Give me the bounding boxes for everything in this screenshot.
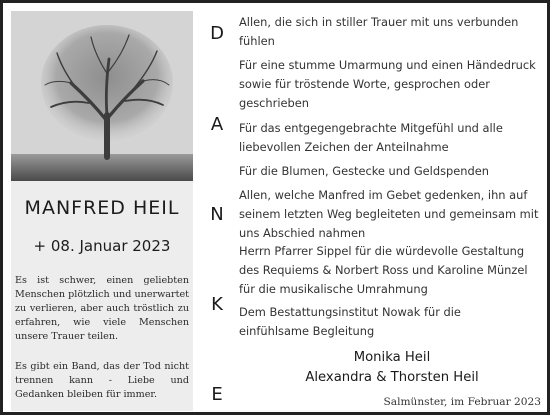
thanks-paragraph	[239, 303, 545, 341]
thanks-line: uns Abschied nahmen	[239, 226, 366, 240]
thanks-panel	[239, 3, 545, 418]
signer-name: Monika Heil	[353, 350, 431, 365]
deceased-name: MANFRED HEIL	[24, 197, 180, 219]
thanks-paragraph	[239, 56, 545, 113]
thanks-line: Für eine stumme Umarmung und einen Händedruck	[239, 58, 536, 72]
danke-letter: N	[210, 204, 224, 225]
thanks-paragraph	[239, 119, 545, 157]
thanks-paragraph	[239, 242, 545, 299]
thanks-line: sowie für tröstende Worte, gesprochen oder	[239, 77, 490, 91]
thanks-line: Allen, welche Manfred im Gebet gedenken, ihn auf	[239, 188, 528, 202]
thanks-line: Herrn Pfarrer Sippel für die würdevolle Gestaltung	[239, 244, 525, 258]
death-date: + 08. Januar 2023	[33, 237, 171, 255]
thanks-line: Allen, die sich in stiller Trauer mit uns verbunden	[239, 15, 519, 29]
thanks-line: einfühlsame Begleitung	[239, 324, 375, 338]
danke-letter: E	[211, 384, 223, 405]
thanks-line: seinem letzten Weg begleiteten und gemeinsam mit	[239, 207, 539, 221]
danke-letter: D	[210, 23, 224, 44]
thanks-line: fühlen	[239, 34, 275, 48]
signers-block	[239, 348, 545, 388]
thanks-line: Für die Blumen, Gestecke und Geldspenden	[239, 164, 489, 178]
place-date: Salmünster, im Februar 2023	[383, 396, 541, 408]
thanks-paragraph	[239, 186, 545, 243]
thanks-line: für die musikalische Umrahmung	[239, 282, 428, 296]
danke-letter: A	[210, 114, 224, 135]
thanks-line: geschrieben	[239, 96, 309, 110]
tree-image-icon	[11, 11, 193, 181]
quote-text: Es gibt ein Band, das der Tod nicht trennen kann - Liebe und Gedanken bleiben für immer.	[15, 361, 189, 400]
quote-text: Es ist schwer, einen geliebten Menschen plötzlich und unerwartet zu verlieren, aber auch tröstlich zu erfahren, wie viele Menschen unsere Trauer teilen.	[15, 275, 189, 342]
thanks-line: liebevollen Zeichen der Anteilnahme	[239, 140, 449, 154]
thanks-line: Dem Bestattungsinstitut Nowak für die	[239, 305, 461, 319]
danke-letter: K	[211, 294, 223, 315]
tree-photo	[11, 11, 193, 181]
thanks-line: Für das entgegengebrachte Mitgefühl und alle	[239, 121, 503, 135]
thanks-paragraph	[239, 162, 545, 181]
signer-name: Alexandra & Thorsten Heil	[305, 370, 479, 385]
thanks-paragraph	[239, 13, 545, 51]
thanks-line: des Requiems & Norbert Ross und Karoline Münzel	[239, 263, 528, 277]
danke-letters	[199, 3, 235, 418]
left-panel	[11, 11, 193, 411]
